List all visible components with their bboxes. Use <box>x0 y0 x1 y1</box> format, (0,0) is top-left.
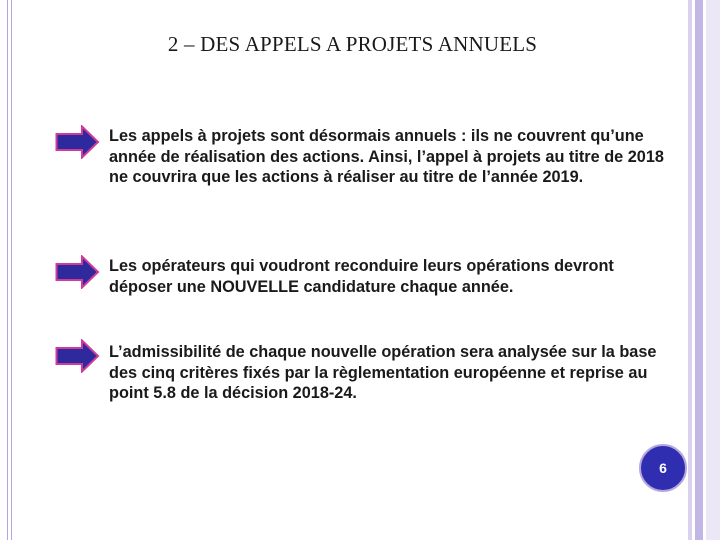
left-border-line <box>11 0 12 540</box>
bullet-text: L’admissibilité de chaque nouvelle opération sera analysée sur la base des cinq critères fixés par la règlementation européenne et reprise au point 5.8 de la décision 2018-24. <box>109 343 657 402</box>
page-number-badge: 6 <box>639 444 687 492</box>
right-arrow-icon <box>55 339 100 373</box>
right-border-stripe <box>706 0 720 540</box>
left-border-line <box>7 0 8 540</box>
right-arrow-icon <box>55 125 100 159</box>
bullet-text: Les opérateurs qui voudront reconduire leurs opérations devront déposer une NOUVELLE candidature chaque année. <box>109 257 614 296</box>
bullet-text: Les appels à projets sont désormais annuels : ils ne couvrent qu’une année de réalisation des actions. Ainsi, l’appel à projets au titre de 2018 ne couvrira que les actions à réaliser au titre de l’année 2019. <box>109 127 664 186</box>
right-border-stripe <box>695 0 703 540</box>
slide-title: 2 – DES APPELS A PROJETS ANNUELS <box>167 32 538 56</box>
right-arrow-icon <box>55 255 100 289</box>
